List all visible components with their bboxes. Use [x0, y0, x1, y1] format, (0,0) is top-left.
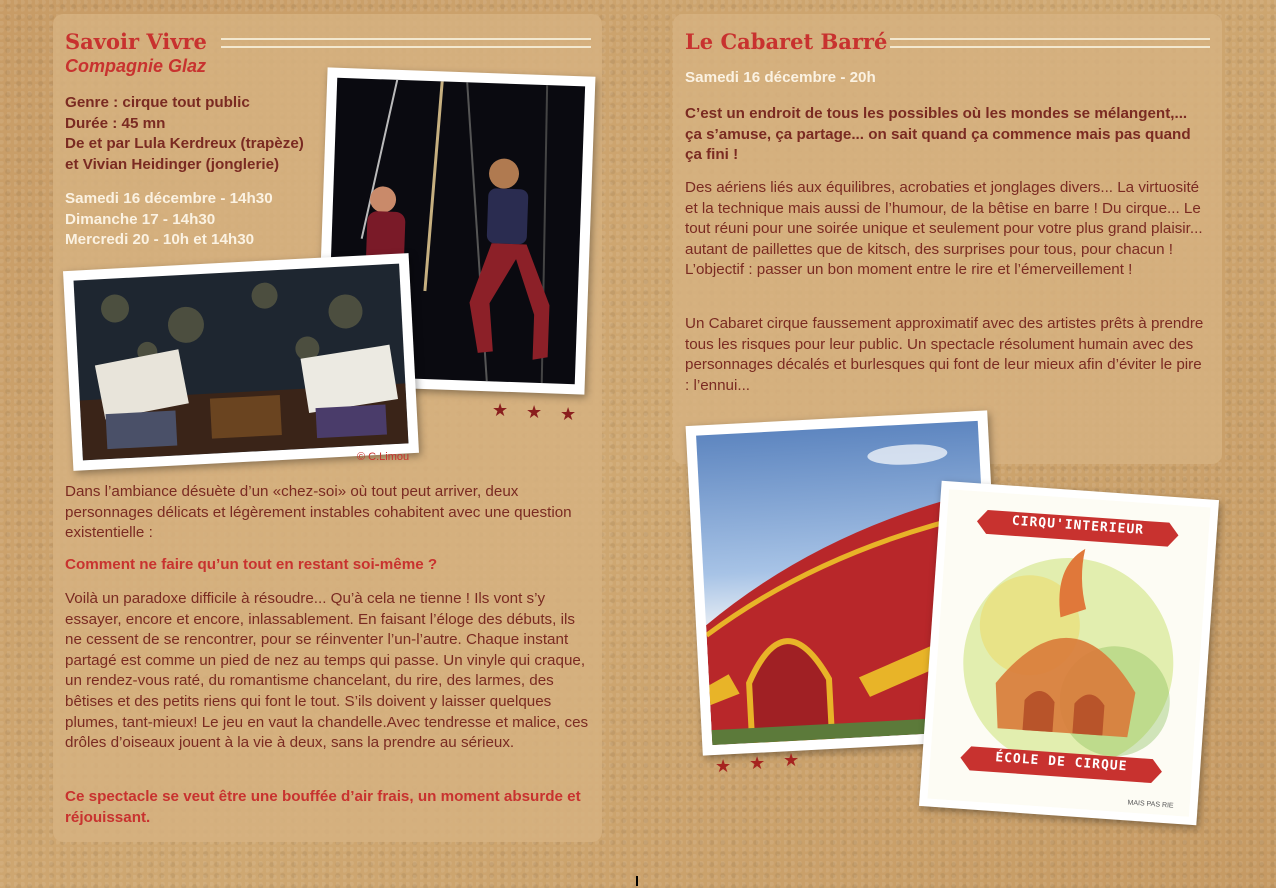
date-saturday: Samedi 16 décembre - 14h30 — [65, 190, 273, 207]
detail-genre: Genre : cirque tout public — [65, 94, 250, 111]
left-intro: Dans l’ambiance désuète d’un «chez-soi» où tout peut arriver, deux personnages délicats et légèrement instables cohabitent avec une question existentielle : — [65, 483, 572, 542]
right-para2: Un Cabaret cirque faussement approximatif avec des artistes prêts à prendre tous les risques pour leur public. Un spectacle résolument humain avec des personnages décalés et burlesques qui font de leur mieux afin d’éviter le pire : l’ennui... — [685, 315, 1204, 394]
dates-block — [65, 189, 325, 251]
detail-artists-2: et Vivian Heidinger (jonglerie) — [65, 155, 280, 173]
star-icon: ★ — [783, 750, 800, 770]
poster-signature: MAIS PAS RIE — [1127, 799, 1174, 810]
circus-school-poster — [919, 481, 1219, 826]
star-icon: ★ — [715, 756, 732, 776]
details-block — [65, 93, 325, 175]
right-title-rule — [890, 38, 1210, 48]
right-lead: C’est un endroit de tous les possibles où les mondes se mélangent,... ça s’amuse, ça partage... on sait quand ça commence mais pas quand ça fini ! — [685, 105, 1191, 164]
fold-mark — [636, 876, 638, 886]
left-closing: Ce spectacle se veut être une bouffée d’air frais, un moment absurde et réjouissant. — [65, 788, 581, 826]
detail-duration: Durée : 45 mn — [65, 114, 166, 132]
left-title-rule — [221, 38, 591, 48]
right-date: Samedi 16 décembre - 20h — [685, 69, 876, 86]
newspaper-photo — [63, 253, 419, 471]
star-icon: ★ — [526, 402, 543, 422]
date-sunday: Dimanche 17 - 14h30 — [65, 210, 216, 228]
company-name: Compagnie Glaz — [65, 56, 207, 76]
date-wednesday: Mercredi 20 - 10h et 14h30 — [65, 231, 255, 249]
right-title: Le Cabaret Barré — [685, 29, 888, 54]
poster-top-banner-text: CIRQU'INTERIEUR — [1011, 513, 1145, 538]
photo-credit: © C.Limou — [357, 451, 410, 463]
left-question: Comment ne faire qu’un tout en restant soi-même ? — [65, 556, 438, 573]
detail-artists: De et par Lula Kerdreux (trapèze) — [65, 135, 304, 153]
right-para1: Des aériens liés aux équilibres, acrobaties et jonglages divers... La virtuosité et la technique mais aussi de l’humour, de la bêtise en barre ! Du cirque... Le tout réuni pour une soirée unique et seulement pour votre plus grand plaisir... autant de paillettes que de kitsch, des surprises pour tous, pour chacun ! L’objectif : passer un bon moment entre le rire et l’émerveillement ! — [685, 179, 1203, 279]
left-body: Voilà un paradoxe difficile à résoudre... Qu’à cela ne tienne ! Ils vont s’y essayer, encore et encore, inlassablement. En faisant l’éloge des débuts, ils ne cessent de se rencontrer, pour se réinventer l’un-l’autre. Chaque instant partagé est comme un pied de nez au temps qui passe. Un vinyle qui craque, un rendez-vous raté, du romantisme chancelant, du rire, des larmes, des bêtises et des petits riens qui font le tout. S’ils doivent y laisser quelques plumes, tant-mieux! Le jeu en vaut la chandelle.Avec tendresse et malice, ces drôles d’oiseaux jouent à la vie à deux, sans la prendre au sérieux. — [65, 590, 589, 752]
star-icon: ★ — [492, 400, 509, 420]
poster-bottom-banner-text: ÉCOLE DE CIRQUE — [994, 750, 1128, 775]
star-icon: ★ — [560, 404, 577, 424]
left-title: Savoir Vivre — [65, 29, 207, 54]
star-icon: ★ — [749, 753, 766, 773]
